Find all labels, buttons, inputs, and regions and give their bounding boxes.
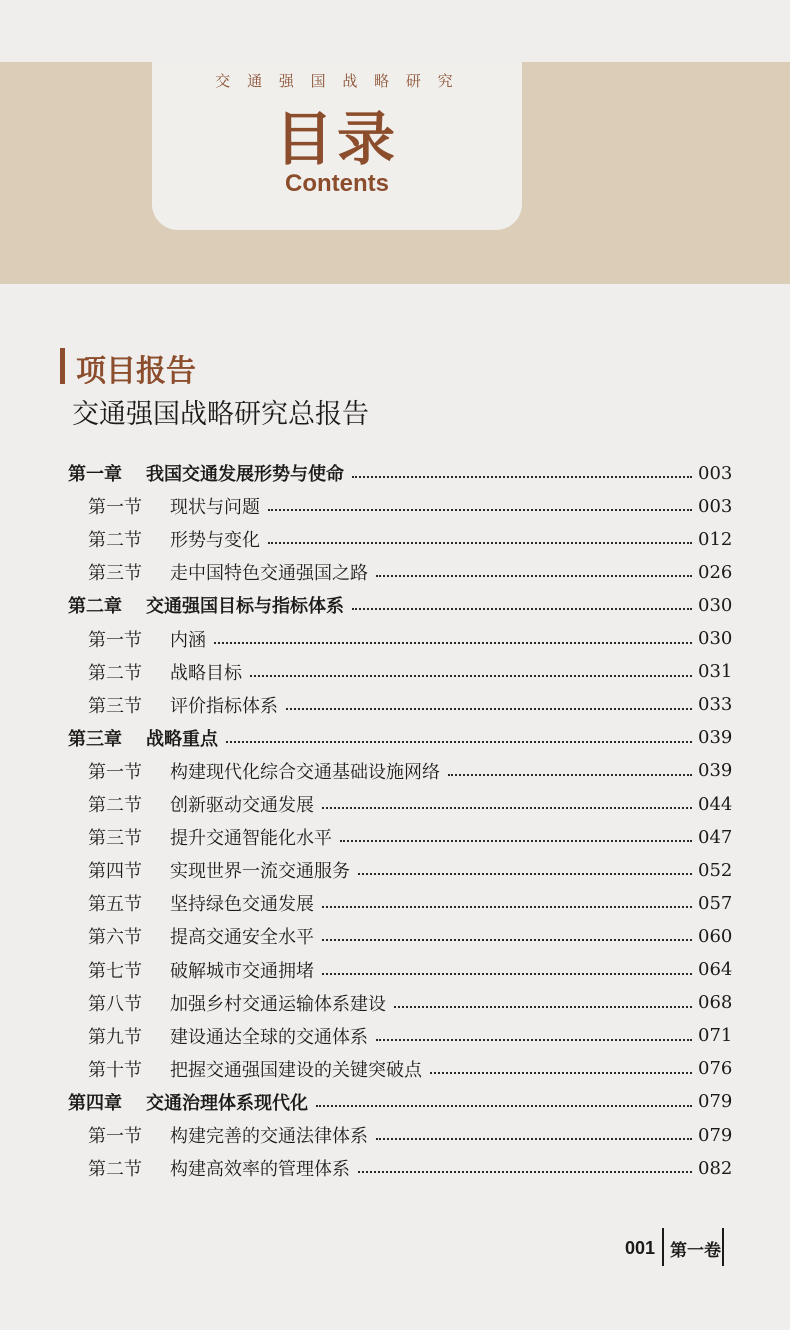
leader-dots <box>358 865 692 875</box>
toc-page-number: 026 <box>698 561 733 583</box>
toc-section-row[interactable] <box>88 855 736 885</box>
footer-divider <box>662 1228 664 1266</box>
toc-number: 第十节 <box>88 1059 142 1081</box>
toc-page-number: 071 <box>698 1025 733 1047</box>
volume-label: 第一卷 <box>670 1241 721 1261</box>
leader-dots <box>352 600 692 610</box>
leader-dots <box>316 1097 692 1107</box>
toc-chapter-row[interactable] <box>68 590 736 620</box>
report-title: 交通强国战略研究总报告 <box>72 399 369 430</box>
toc-title: 提高交通安全水平 <box>170 927 314 949</box>
toc-number: 第一节 <box>88 629 142 651</box>
toc-page-number: 033 <box>698 694 733 716</box>
toc-page-number: 076 <box>698 1058 733 1080</box>
toc-number: 第二章 <box>68 596 122 618</box>
toc-title: 提升交通智能化水平 <box>170 828 332 850</box>
toc-page-number: 039 <box>698 727 733 749</box>
toc-number: 第三节 <box>88 695 142 717</box>
leader-dots <box>322 898 692 908</box>
toc-number: 第七节 <box>88 960 142 982</box>
toc-number: 第四节 <box>88 861 142 883</box>
toc-title: 走中国特色交通强国之路 <box>170 563 368 585</box>
toc-title: 交通强国目标与指标体系 <box>146 596 344 618</box>
leader-dots <box>340 832 692 842</box>
toc-section-row[interactable] <box>88 557 736 587</box>
toc-page-number: 047 <box>698 826 733 848</box>
toc-number: 第一节 <box>88 761 142 783</box>
toc-number: 第三节 <box>88 828 142 850</box>
leader-dots <box>268 501 692 511</box>
toc-section-row[interactable] <box>88 1153 736 1183</box>
toc-title: 实现世界一流交通服务 <box>170 861 350 883</box>
page-number: 001 <box>625 1238 656 1258</box>
toc-title: 战略重点 <box>146 728 218 750</box>
leader-dots <box>322 965 692 975</box>
toc-title: 评价指标体系 <box>170 695 278 717</box>
toc-section-row[interactable] <box>88 657 736 687</box>
toc-page-number: 064 <box>698 959 733 980</box>
toc-title: 建设通达全球的交通体系 <box>170 1026 368 1048</box>
toc-section-row[interactable] <box>88 822 736 852</box>
page-heading: 目录 <box>274 105 399 173</box>
toc-title: 构建完善的交通法律体系 <box>170 1126 368 1147</box>
leader-dots <box>376 567 692 577</box>
toc-title: 交通治理体系现代化 <box>146 1092 308 1114</box>
toc-chapter-row[interactable] <box>68 1087 736 1117</box>
leader-dots <box>226 733 692 743</box>
leader-dots <box>448 766 692 776</box>
leader-dots <box>394 998 692 1008</box>
toc-title: 坚持绿色交通发展 <box>170 894 314 916</box>
leader-dots <box>322 799 692 809</box>
section-marker <box>60 348 65 384</box>
toc-number: 第八节 <box>88 993 142 1015</box>
toc-section-row[interactable] <box>88 524 736 554</box>
toc-page-number: 068 <box>698 992 733 1014</box>
toc-section-row[interactable] <box>88 1021 736 1051</box>
toc-page-number: 031 <box>698 661 733 683</box>
toc-page-number: 057 <box>698 892 733 914</box>
toc-number: 第三章 <box>68 728 122 750</box>
toc-section-row[interactable] <box>88 888 736 918</box>
page-heading-en: Contents <box>285 170 389 197</box>
toc-section-row[interactable] <box>88 491 736 521</box>
toc-title: 战略目标 <box>170 662 242 684</box>
toc-page-number: 003 <box>698 462 733 484</box>
toc-title: 把握交通强国建设的关键突破点 <box>170 1059 422 1081</box>
leader-dots <box>376 1130 692 1140</box>
toc-section-row[interactable] <box>88 988 736 1018</box>
toc-section-row[interactable] <box>88 921 736 951</box>
toc-number: 第二节 <box>88 795 142 816</box>
toc-title: 加强乡村交通运输体系建设 <box>170 993 386 1015</box>
toc-page-number: 082 <box>698 1157 733 1179</box>
toc-number: 第一章 <box>68 464 122 485</box>
toc-number: 第二节 <box>88 662 142 684</box>
header-tab <box>152 62 522 230</box>
toc-number: 第一节 <box>88 497 142 519</box>
toc-section-row[interactable] <box>88 756 736 786</box>
leader-dots <box>286 700 692 710</box>
toc-section-row[interactable] <box>88 624 736 654</box>
toc-section-row[interactable] <box>88 1120 736 1150</box>
toc-title: 内涵 <box>170 629 206 651</box>
toc-page-number: 079 <box>698 1091 733 1113</box>
toc-page-number: 012 <box>698 528 733 550</box>
toc-chapter-row[interactable] <box>68 723 736 753</box>
toc-section-row[interactable] <box>88 1054 736 1084</box>
leader-dots <box>214 634 692 644</box>
toc-number: 第二节 <box>88 530 142 552</box>
toc-number: 第二节 <box>88 1159 142 1181</box>
leader-dots <box>376 1031 692 1041</box>
toc-page-number: 039 <box>698 760 733 782</box>
leader-dots <box>430 1064 692 1074</box>
toc-title: 构建现代化综合交通基础设施网络 <box>170 761 440 783</box>
leader-dots <box>268 534 692 544</box>
toc-title: 创新驱动交通发展 <box>170 795 314 816</box>
toc-section-row[interactable] <box>88 955 736 985</box>
toc-number: 第四章 <box>68 1092 122 1114</box>
toc-title: 形势与变化 <box>170 530 260 552</box>
leader-dots <box>250 667 692 677</box>
toc-chapter-row[interactable] <box>68 458 736 488</box>
toc-page-number: 060 <box>698 925 733 947</box>
leader-dots <box>352 468 692 478</box>
toc-number: 第一节 <box>88 1126 142 1147</box>
leader-dots <box>358 1163 692 1173</box>
toc-title: 现状与问题 <box>170 497 260 519</box>
footer-divider <box>722 1228 724 1266</box>
toc-section-row[interactable] <box>88 690 736 720</box>
toc-page-number: 052 <box>698 859 733 881</box>
toc-page-number: 030 <box>698 628 733 649</box>
toc-number: 第三节 <box>88 563 142 585</box>
toc-number: 第九节 <box>88 1026 142 1048</box>
leader-dots <box>322 931 692 941</box>
book-title: 交 通 强 国 战 略 研 究 <box>215 72 459 90</box>
toc-number: 第六节 <box>88 927 142 949</box>
toc-page-number: 044 <box>698 793 733 815</box>
toc-title: 构建高效率的管理体系 <box>170 1159 350 1181</box>
toc-title: 破解城市交通拥堵 <box>170 960 314 982</box>
toc-number: 第五节 <box>88 894 142 916</box>
toc-page-number: 030 <box>698 594 733 616</box>
section-label: 项目报告 <box>76 354 196 389</box>
toc-section-row[interactable] <box>88 789 736 819</box>
toc-page-number: 079 <box>698 1124 733 1146</box>
toc-page-number: 003 <box>698 495 733 517</box>
toc-title: 我国交通发展形势与使命 <box>146 464 344 485</box>
